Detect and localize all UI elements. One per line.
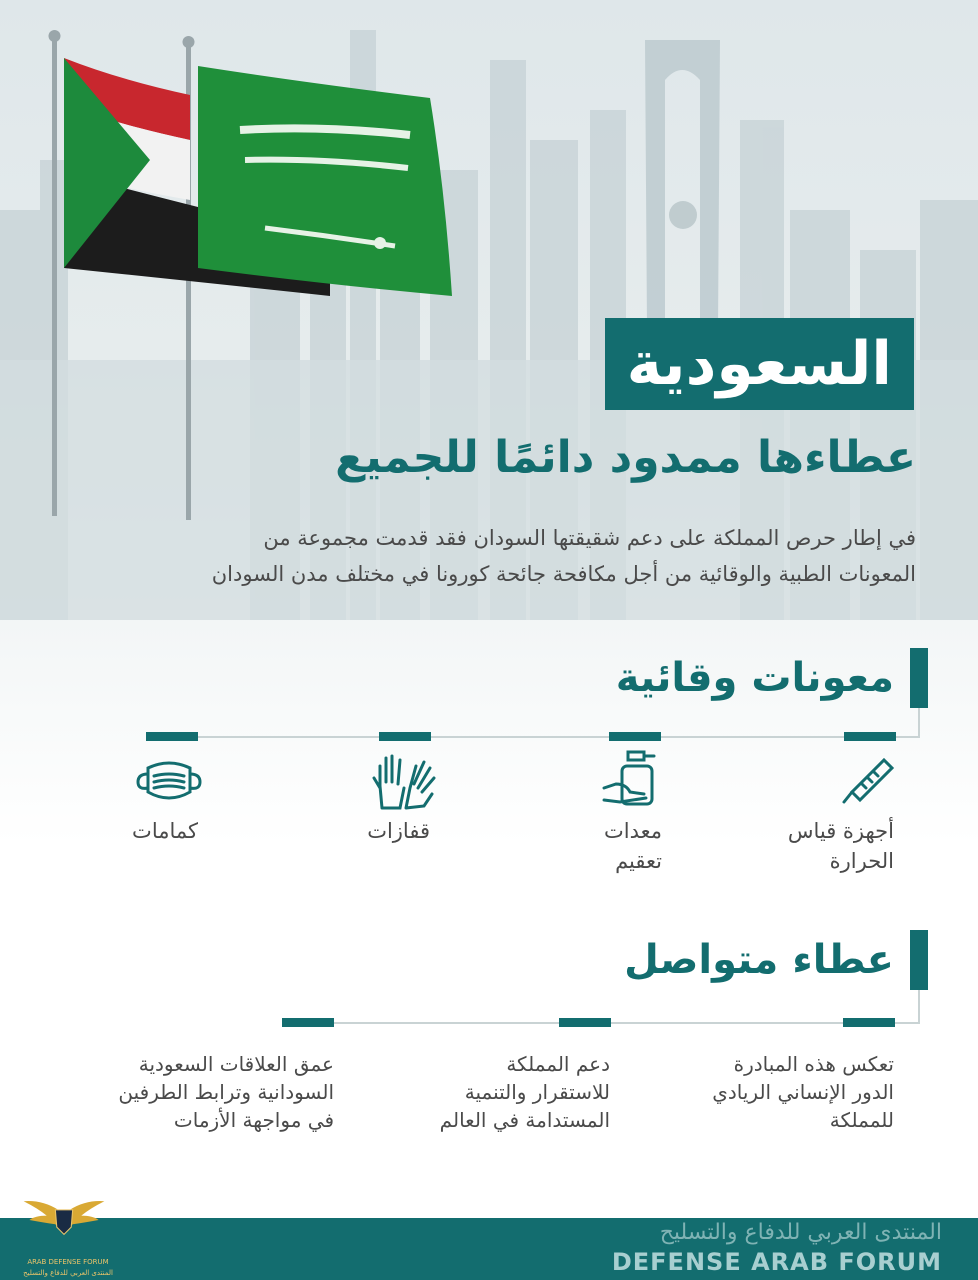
item-label-line: الحرارة bbox=[829, 849, 894, 873]
section-title: عطاء متواصل bbox=[624, 937, 894, 983]
saudi-flag-icon bbox=[198, 66, 452, 296]
aid-item-thermometers bbox=[734, 816, 894, 876]
note-line: في مواجهة الأزمات bbox=[173, 1108, 334, 1132]
page-title: السعودية bbox=[626, 329, 892, 399]
footer-english-brand: DEFENSE ARAB FORUM bbox=[611, 1248, 942, 1276]
item-marker bbox=[146, 732, 198, 741]
connector-line bbox=[918, 990, 920, 1024]
note-line: المستدامة في العالم bbox=[439, 1108, 610, 1132]
eagle-shield-icon bbox=[4, 1194, 124, 1256]
item-marker bbox=[844, 732, 896, 741]
note-line: للاستقرار والتنمية bbox=[464, 1080, 610, 1104]
item-label-line: كمامات bbox=[132, 819, 198, 843]
item-label-line: معدات bbox=[603, 819, 662, 843]
giving-note-2 bbox=[360, 1050, 610, 1134]
sanitizer-icon bbox=[600, 748, 670, 808]
logo-text-arabic: المنتدى العربي للدفاع والتسليح bbox=[23, 1269, 113, 1277]
forum-logo bbox=[4, 1194, 124, 1280]
gloves-icon bbox=[370, 752, 440, 812]
title-banner bbox=[605, 318, 914, 410]
page-subtitle: عطاءها ممدود دائمًا للجميع bbox=[335, 432, 916, 483]
section-title: معونات وقائية bbox=[615, 655, 894, 701]
note-line: للمملكة bbox=[829, 1108, 894, 1132]
footer-bar bbox=[0, 1218, 978, 1280]
intro-line-1: في إطار حرص المملكة على دعم شقيقتها السودان فقد قدمت مجموعة من bbox=[263, 526, 916, 550]
aid-item-gloves bbox=[310, 816, 430, 846]
mask-icon bbox=[134, 752, 204, 812]
intro-paragraph bbox=[76, 520, 916, 592]
giving-note-3 bbox=[44, 1050, 334, 1134]
note-line: دعم المملكة bbox=[506, 1052, 610, 1076]
intro-line-2: المعونات الطبية والوقائية من أجل مكافحة جائحة كورونا في مختلف مدن السودان bbox=[211, 562, 916, 586]
item-label-line: قفازات bbox=[367, 819, 430, 843]
footer-arabic-brand: المنتدى العربي للدفاع والتسليح bbox=[659, 1220, 942, 1245]
aid-item-masks bbox=[78, 816, 198, 846]
section-heading-aid bbox=[616, 648, 928, 708]
section-bar bbox=[910, 930, 928, 990]
section-heading-giving bbox=[624, 930, 928, 990]
item-marker bbox=[843, 1018, 895, 1027]
item-marker bbox=[559, 1018, 611, 1027]
note-line: عمق العلاقات السعودية bbox=[138, 1052, 334, 1076]
note-line: السودانية وترابط الطرفين bbox=[118, 1080, 334, 1104]
note-line: الدور الإنساني الريادي bbox=[712, 1080, 894, 1104]
item-marker bbox=[282, 1018, 334, 1027]
aid-item-sterilization bbox=[542, 816, 662, 876]
note-line: تعكس هذه المبادرة bbox=[733, 1052, 894, 1076]
item-label-line: أجهزة قياس bbox=[787, 819, 894, 843]
logo-text-english: ARAB DEFENSE FORUM bbox=[27, 1258, 109, 1266]
item-marker bbox=[379, 732, 431, 741]
section-bar bbox=[910, 648, 928, 708]
giving-note-1 bbox=[644, 1050, 894, 1134]
item-label-line: تعقيم bbox=[615, 849, 662, 873]
connector-line bbox=[148, 736, 920, 738]
thermometer-icon bbox=[834, 752, 904, 812]
connector-line bbox=[918, 708, 920, 738]
item-marker bbox=[609, 732, 661, 741]
